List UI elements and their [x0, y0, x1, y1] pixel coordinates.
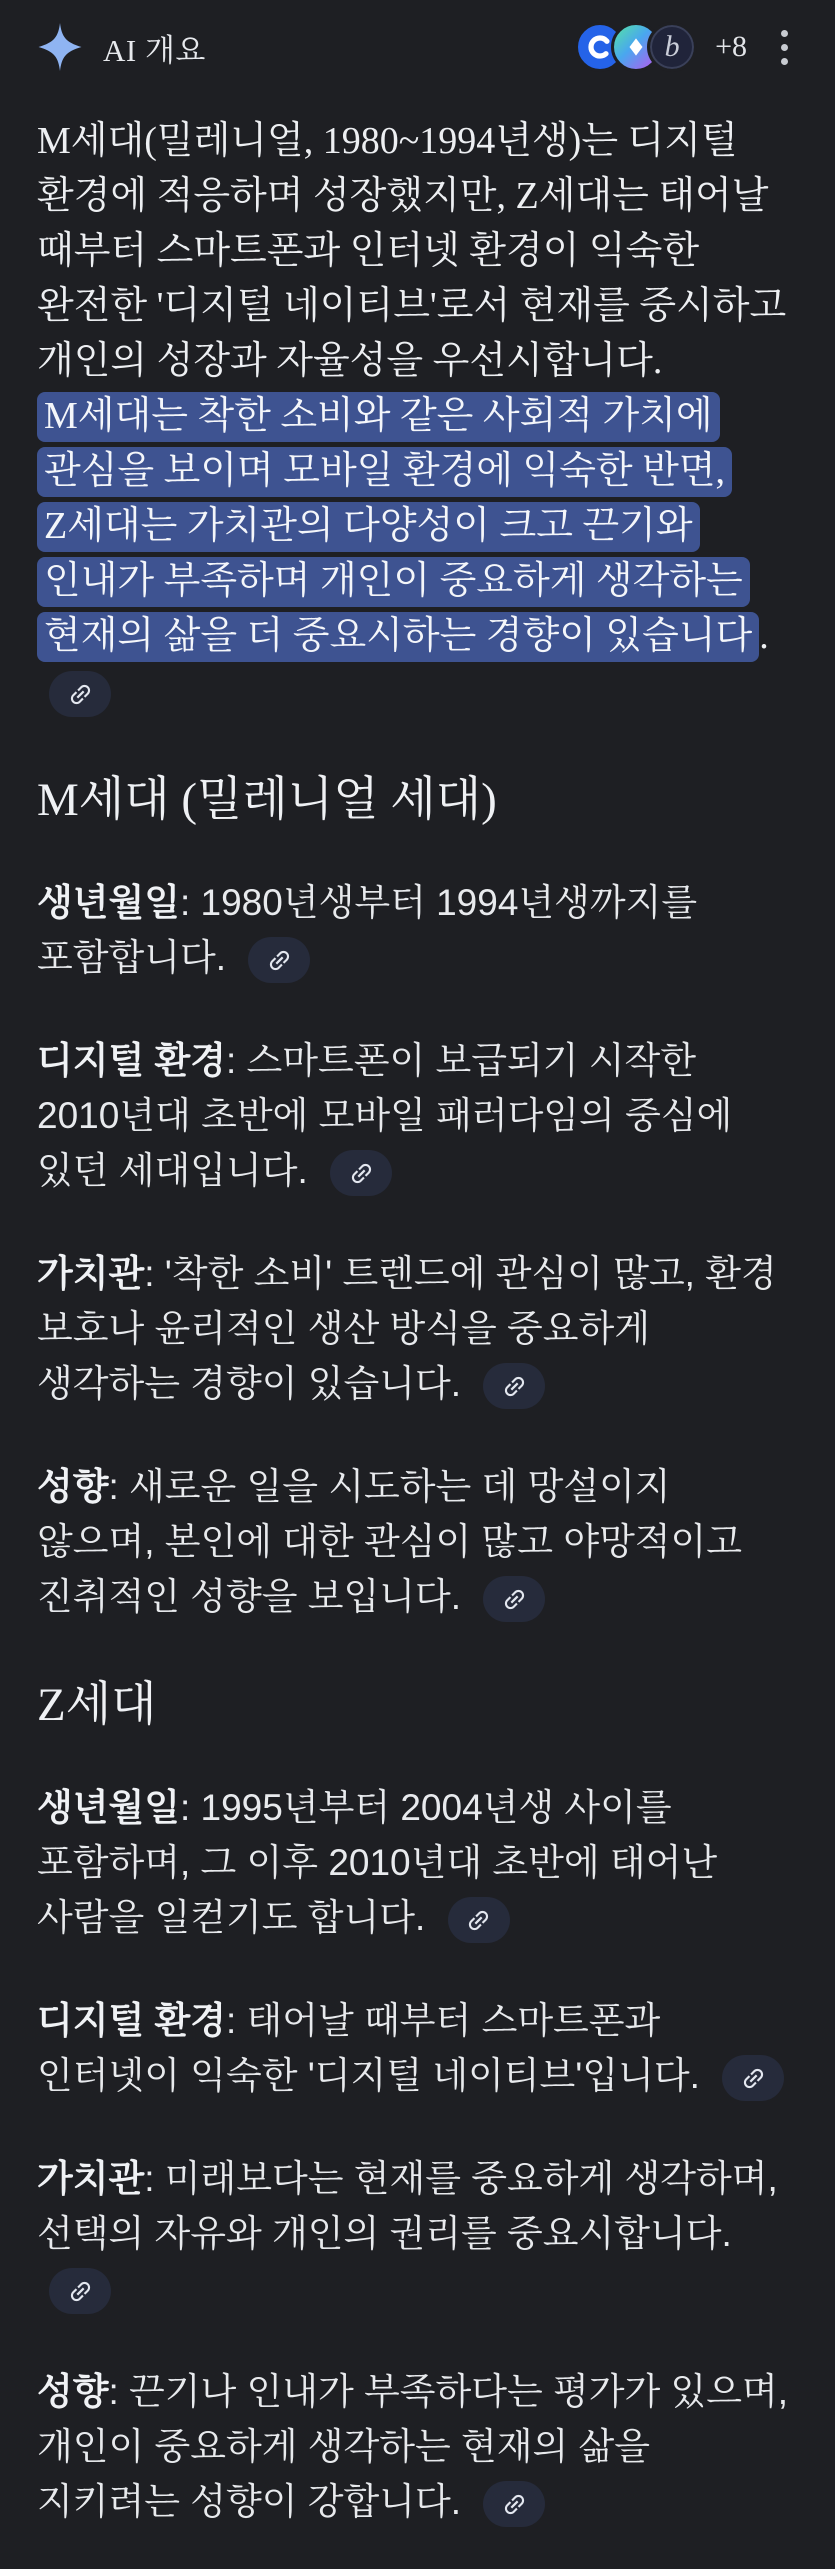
attribute-item — [37, 1246, 798, 1411]
attribute-text: : '착한 소비' 트렌드에 관심이 많고, 환경 보호나 윤리적인 생산 방식을 중요하게 생각하는 경향이 있습니다. — [37, 1253, 777, 1405]
citation-link-chip[interactable] — [248, 937, 310, 983]
attribute-item — [37, 2364, 798, 2529]
lead-highlighted-text: M세대는 착한 소비와 같은 사회적 가치에 관심을 보이며 모바일 환경에 익숙한 반면, Z세대는 가치관의 다양성이 크고 끈기와 인내가 부족하며 개인이 중요하게 생각하는 현재의 삶을 더 중요시하는 경향이 있습니다 — [37, 392, 759, 662]
citation-link-chip[interactable] — [722, 2055, 784, 2101]
link-icon — [501, 1373, 528, 1400]
attribute-item — [37, 2151, 798, 2316]
attribute-label: 가치관 — [37, 2158, 145, 2200]
attribute-label: 디지털 환경 — [37, 1040, 226, 1082]
source-favicons[interactable] — [575, 22, 697, 72]
section-heading: Z세대 — [37, 1679, 157, 1732]
attribute-text: : 끈기나 인내가 부족하다는 평가가 있으며, 개인이 중요하게 생각하는 현재의 삶을 지키려는 성향이 강합니다. — [37, 2371, 789, 2523]
attribute-text: : 스마트폰이 보급되기 시작한 2010년대 초반에 모바일 패러다임의 중심에 있던 세대입니다. — [37, 1040, 733, 1192]
citation-link-chip[interactable] — [483, 1576, 545, 1622]
attribute-item — [37, 1033, 798, 1198]
attribute-text: : 새로운 일을 시도하는 데 망설이지 않으며, 본인에 대한 관심이 많고 야망적이고 진취적인 성향을 보입니다. — [37, 1466, 743, 1618]
link-icon — [740, 2065, 767, 2092]
link-icon — [348, 1160, 375, 1187]
sources-more-count[interactable]: +8 — [715, 30, 747, 63]
attribute-label: 디지털 환경 — [37, 2000, 226, 2042]
lead-citation-slot — [37, 670, 111, 712]
attribute-label: 생년월일 — [37, 882, 180, 924]
citation-link-chip[interactable] — [448, 1897, 510, 1943]
sections — [37, 773, 798, 2529]
kebab-menu-icon[interactable] — [771, 24, 798, 71]
attribute-text: : 1995년부터 2004년생 사이를 포함하며, 그 이후 2010년대 초반에 태어난 사람을 일컫기도 합니다. — [37, 1787, 718, 1939]
sparkle-icon — [37, 21, 83, 73]
link-icon — [501, 2491, 528, 2518]
attribute-text: : 태어날 때부터 스마트폰과 인터넷이 익숙한 '디지털 네이티브'입니다. — [37, 2000, 700, 2097]
citation-link-chip[interactable] — [49, 671, 111, 717]
source-favicon-3: b — [647, 22, 697, 72]
attribute-item — [37, 875, 798, 985]
attribute-label: 생년월일 — [37, 1787, 180, 1829]
attribute-item — [37, 1780, 798, 1945]
attribute-label: 가치관 — [37, 1253, 145, 1295]
citation-link-chip[interactable] — [483, 2481, 545, 2527]
lead-text-before: M세대(밀레니얼, 1980~1994년생)는 디지털 환경에 적응하며 성장했지만, Z세대는 태어날 때부터 스마트폰과 인터넷 환경이 익숙한 완전한 '디지털 네이티브'로서 현재를 중시하고 개인의 성장과 자율성을 우선시합니다. — [37, 120, 787, 382]
attribute-label: 성향 — [37, 1466, 109, 1508]
attribute-item — [37, 1993, 798, 2103]
link-icon — [67, 2278, 94, 2305]
attribute-text: : 미래보다는 현재를 중요하게 생각하며, 선택의 자유와 개인의 권리를 중요시합니다. — [37, 2158, 778, 2255]
link-icon — [465, 1907, 492, 1934]
citation-link-chip[interactable] — [49, 2268, 111, 2314]
citation-link-chip[interactable] — [330, 1150, 392, 1196]
link-icon — [266, 947, 293, 974]
section-heading: M세대 (밀레니얼 세대) — [37, 774, 497, 826]
link-icon — [67, 681, 94, 708]
lead-text-after: . — [759, 615, 769, 657]
citation-link-chip[interactable] — [483, 1363, 545, 1409]
attribute-item — [37, 1459, 798, 1624]
link-icon — [501, 1586, 528, 1613]
header — [37, 20, 798, 74]
attribute-label: 성향 — [37, 2371, 109, 2413]
attribute-text: : 1980년생부터 1994년생까지를 포함합니다. — [37, 882, 698, 979]
lead-paragraph — [37, 114, 798, 719]
page-title: AI 개요 — [103, 32, 206, 68]
